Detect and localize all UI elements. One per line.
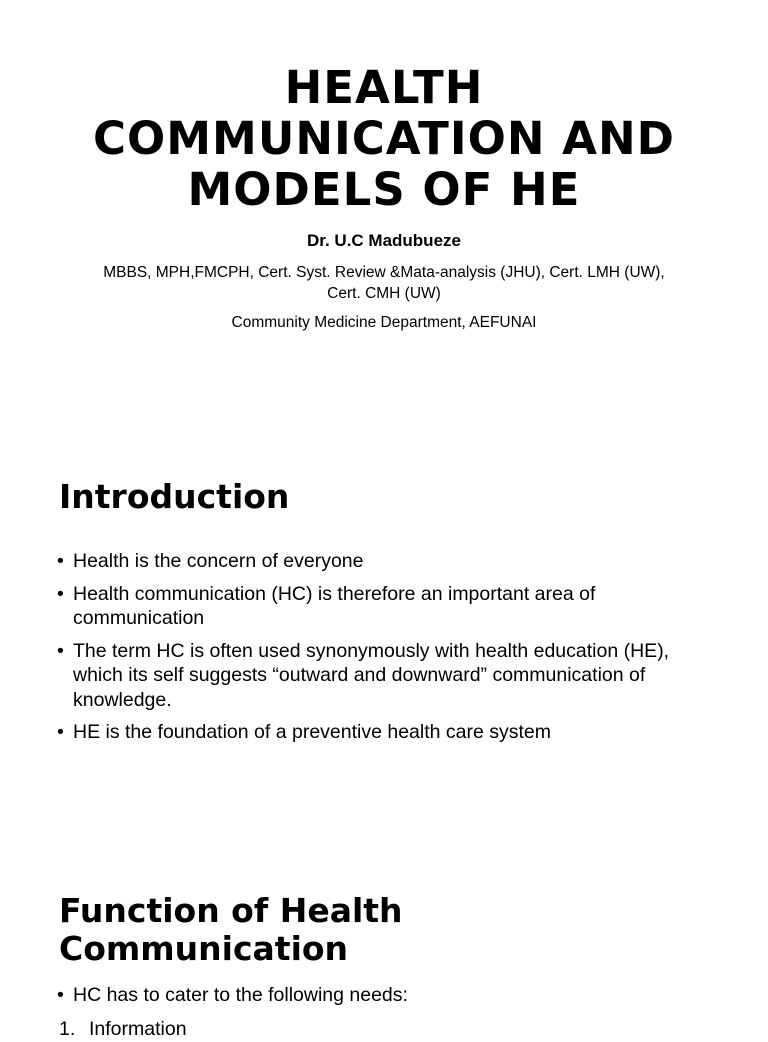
presenter-credentials: MBBS, MPH,FMCPH, Cert. Syst. Review &Mata-analysis (JHU), Cert. LMH (UW), Cert. CMH (UW) bbox=[103, 264, 665, 302]
slide-heading: Introduction bbox=[59, 477, 290, 516]
introduction-slide bbox=[0, 430, 768, 840]
list-item bbox=[57, 549, 707, 574]
bullet-icon: • bbox=[57, 984, 64, 1006]
function-slide bbox=[0, 860, 768, 1040]
numbered-item-text: Information bbox=[89, 1018, 187, 1040]
title-slide bbox=[0, 0, 768, 430]
list-item bbox=[57, 983, 707, 1008]
list-item bbox=[57, 639, 707, 713]
bullet-list bbox=[57, 549, 707, 753]
bullet-icon: • bbox=[57, 582, 64, 605]
list-item-text: Health communication (HC) is therefore an important area of communication bbox=[73, 582, 596, 629]
list-item-text: HC has to cater to the following needs: bbox=[73, 984, 408, 1006]
list-item-text: HE is the foundation of a preventive health care system bbox=[73, 721, 552, 743]
bullet-icon: • bbox=[57, 721, 64, 743]
presenter-name: Dr. U.C Madubueze bbox=[307, 231, 461, 250]
bullet-icon: • bbox=[57, 639, 64, 662]
numbered-list bbox=[59, 1017, 187, 1042]
list-item-text: Health is the concern of everyone bbox=[73, 550, 364, 572]
bullet-icon: • bbox=[57, 550, 64, 572]
presenter-department: Community Medicine Department, AEFUNAI bbox=[231, 314, 537, 331]
list-item bbox=[57, 582, 707, 631]
numbered-item bbox=[59, 1017, 187, 1042]
list-item-text: The term HC is often used synonymously with health education (HE), which its self suggests “outward and downward” communication of knowledge. bbox=[73, 639, 670, 711]
item-number: 1. bbox=[59, 1018, 76, 1040]
bullet-list bbox=[57, 983, 707, 1016]
list-item bbox=[57, 720, 707, 745]
presentation-title: HEALTH COMMUNICATION AND MODELS OF HE bbox=[92, 61, 675, 216]
slide-heading: Function of Health Communication bbox=[59, 891, 403, 968]
